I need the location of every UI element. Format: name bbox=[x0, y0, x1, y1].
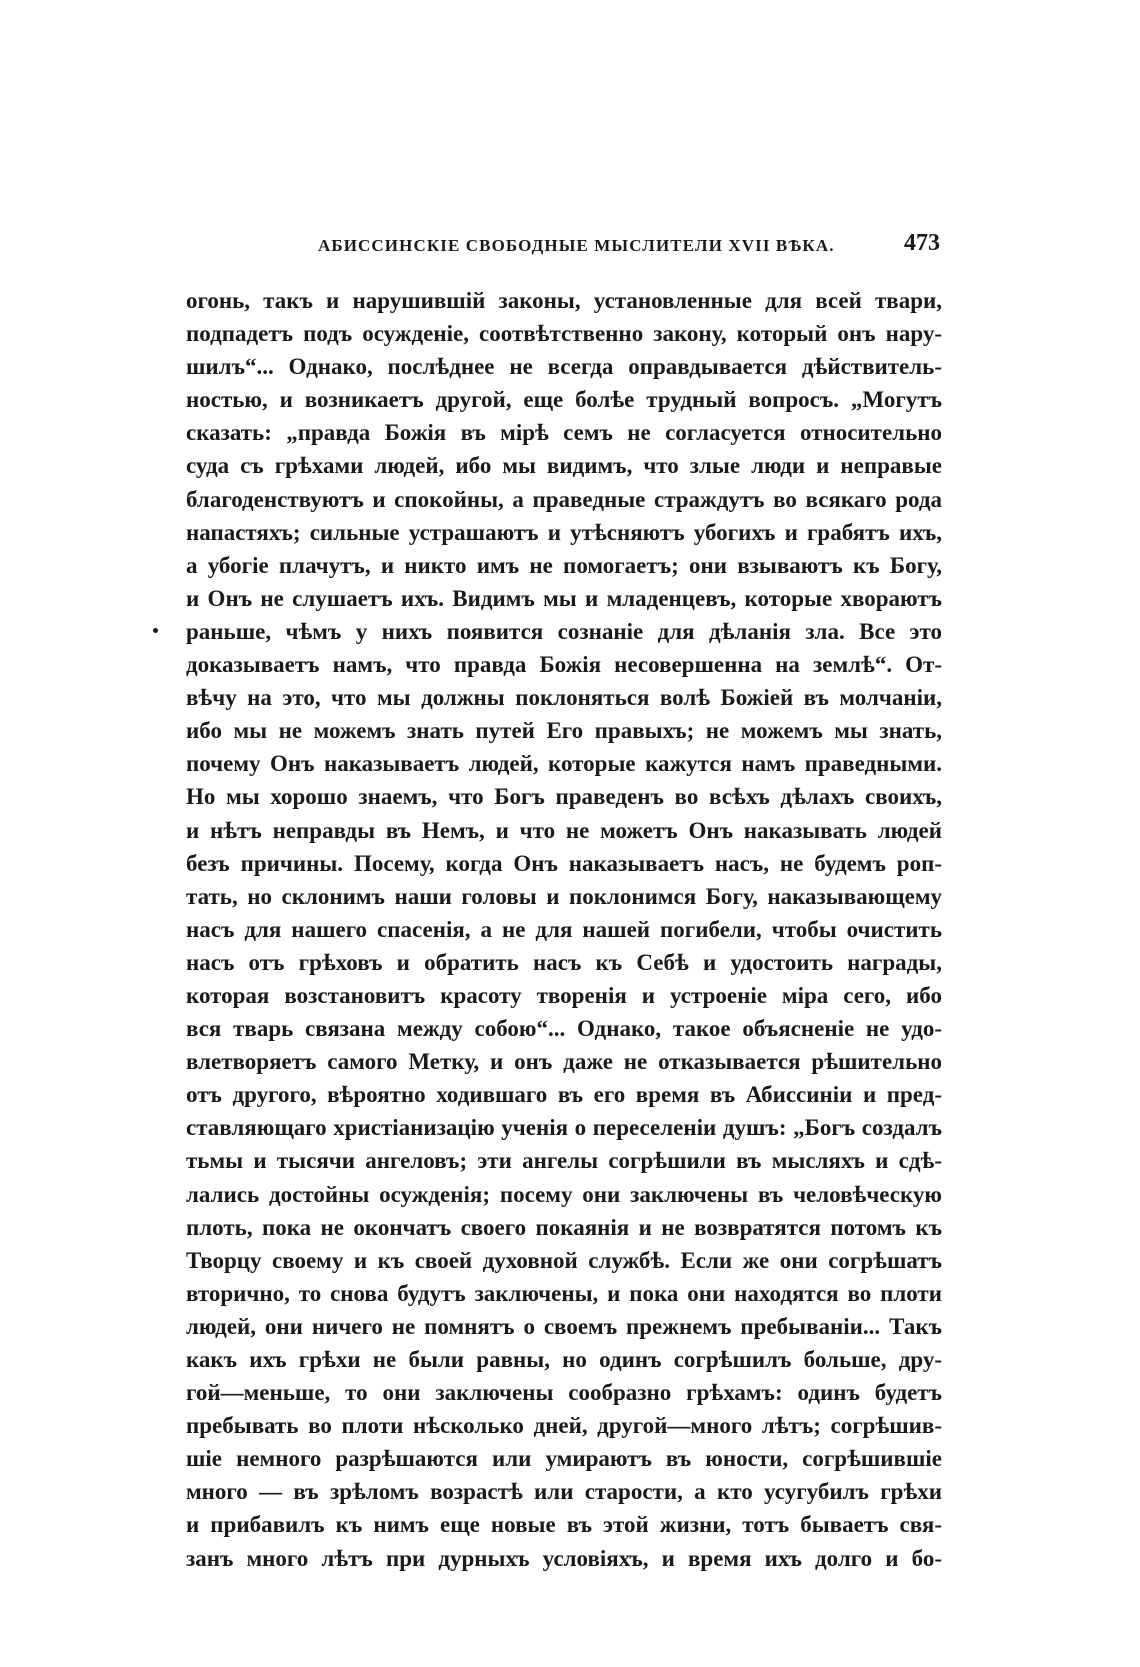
text-line: пребывать во плоти нѣсколько дней, другой—много лѣтъ; согрѣшив- bbox=[186, 1413, 942, 1439]
text-line: а убогіе плачутъ, и никто имъ не помогаетъ; они взываютъ къ Богу, bbox=[186, 552, 942, 578]
text-line: много — въ зрѣломъ возрастѣ или старости, а кто усугубилъ грѣхи bbox=[186, 1479, 942, 1505]
text-line: и нѣтъ неправды въ Немъ, и что не можетъ Онъ наказывать людей bbox=[186, 817, 942, 843]
text-line: безъ причины. Посему, когда Онъ наказываетъ насъ, не будемъ роп- bbox=[186, 850, 942, 876]
text-line: отъ другого, вѣроятно ходившаго въ его время въ Абиссиніи и пред- bbox=[186, 1082, 942, 1108]
text-line: шилъ“... Однако, послѣднее не всегда оправдывается дѣйствитель- bbox=[186, 354, 942, 380]
text-line: раньше, чѣмъ у нихъ появится сознаніе для дѣланія зла. Все это bbox=[186, 618, 942, 644]
running-header bbox=[186, 230, 942, 270]
text-line: занъ много лѣтъ при дурныхъ условіяхъ, и время ихъ долго и бо- bbox=[186, 1545, 942, 1571]
text-line: ностью, и возникаетъ другой, еще болѣе трудный вопросъ. „Могутъ bbox=[186, 387, 942, 413]
text-line: плоть, пока не окончатъ своего покаянія и не возвратятся потомъ къ bbox=[186, 1214, 942, 1240]
text-line: которая возстановитъ красоту творенія и устроеніе міра сего, ибо bbox=[186, 982, 942, 1008]
text-line: доказываетъ намъ, что правда Божія несовершенна на землѣ“. От- bbox=[186, 652, 942, 678]
running-title: АБИССИНСКІЕ СВОБОДНЫЕ МЫСЛИТЕЛИ XVII ВѢКА. bbox=[318, 236, 835, 255]
margin-dot-mark bbox=[153, 628, 158, 633]
body-text bbox=[186, 284, 942, 1575]
text-line: тать, но склонимъ наши головы и поклонимся Богу, наказывающему bbox=[186, 883, 942, 909]
text-line: вторично, то снова будутъ заключены, и пока они находятся во плоти bbox=[186, 1280, 942, 1306]
page-number: 473 bbox=[904, 230, 940, 256]
text-line: шіе немного разрѣшаются или умираютъ въ юности, согрѣшившіе bbox=[186, 1446, 942, 1472]
text-line: Но мы хорошо знаемъ, что Богъ праведенъ во всѣхъ дѣлахъ своихъ, bbox=[186, 784, 942, 810]
text-line: лались достойны осужденія; посему они заключены въ человѣческую bbox=[186, 1181, 942, 1207]
text-line: ставляющаго христіанизацію ученія о переселеніи душъ: „Богъ создалъ bbox=[186, 1115, 942, 1141]
text-line: людей, они ничего не помнятъ о своемъ прежнемъ пребываніи... Такъ bbox=[186, 1313, 942, 1339]
text-line: суда съ грѣхами людей, ибо мы видимъ, что злые люди и неправые bbox=[186, 453, 942, 479]
text-line: влетворяетъ самого Метку, и онъ даже не отказывается рѣшительно bbox=[186, 1049, 942, 1075]
text-line: насъ для нашего спасенія, а не для нашей погибели, чтобы очистить bbox=[186, 916, 942, 942]
text-line: какъ ихъ грѣхи не были равны, но одинъ согрѣшилъ больше, дру- bbox=[186, 1347, 942, 1372]
text-line: гой—меньше, то они заключены сообразно грѣхамъ: одинъ будетъ bbox=[186, 1380, 942, 1406]
text-line: огонь, такъ и нарушившій законы, установленные для всей твари, bbox=[186, 288, 942, 313]
text-line: напастяхъ; сильные устрашаютъ и утѣсняютъ убогихъ и грабятъ ихъ, bbox=[186, 519, 942, 545]
text-line: и прибавилъ къ нимъ еще новые въ этой жизни, тотъ бываетъ свя- bbox=[186, 1512, 942, 1538]
text-line: вѣчу на это, что мы должны поклоняться волѣ Божіей въ молчаніи, bbox=[186, 685, 942, 711]
text-line: ибо мы не можемъ знать путей Его правыхъ; не можемъ мы знать, bbox=[186, 718, 942, 744]
text-line: Творцу своему и къ своей духовной службѣ. Если же они согрѣшатъ bbox=[186, 1247, 942, 1273]
text-line: сказать: „правда Божія въ мірѣ семъ не согласуется относительно bbox=[186, 420, 942, 446]
text-line: тьмы и тысячи ангеловъ; эти ангелы согрѣшили въ мысляхъ и сдѣ- bbox=[186, 1148, 942, 1174]
text-line: подпадетъ подъ осужденіе, соотвѣтственно закону, который онъ нару- bbox=[186, 321, 942, 347]
text-line: почему Онъ наказываетъ людей, которые кажутся намъ праведными. bbox=[186, 751, 942, 777]
text-line: насъ отъ грѣховъ и обратить насъ къ Себѣ и удостоить награды, bbox=[186, 949, 942, 975]
text-line: и Онъ не слушаетъ ихъ. Видимъ мы и младенцевъ, которые хвораютъ bbox=[186, 585, 942, 611]
text-line: благоденствуютъ и спокойны, а праведные страждутъ во всякаго рода bbox=[186, 486, 942, 512]
text-line: вся тварь связана между собою“... Однако, такое объясненіе не удо- bbox=[186, 1016, 942, 1042]
